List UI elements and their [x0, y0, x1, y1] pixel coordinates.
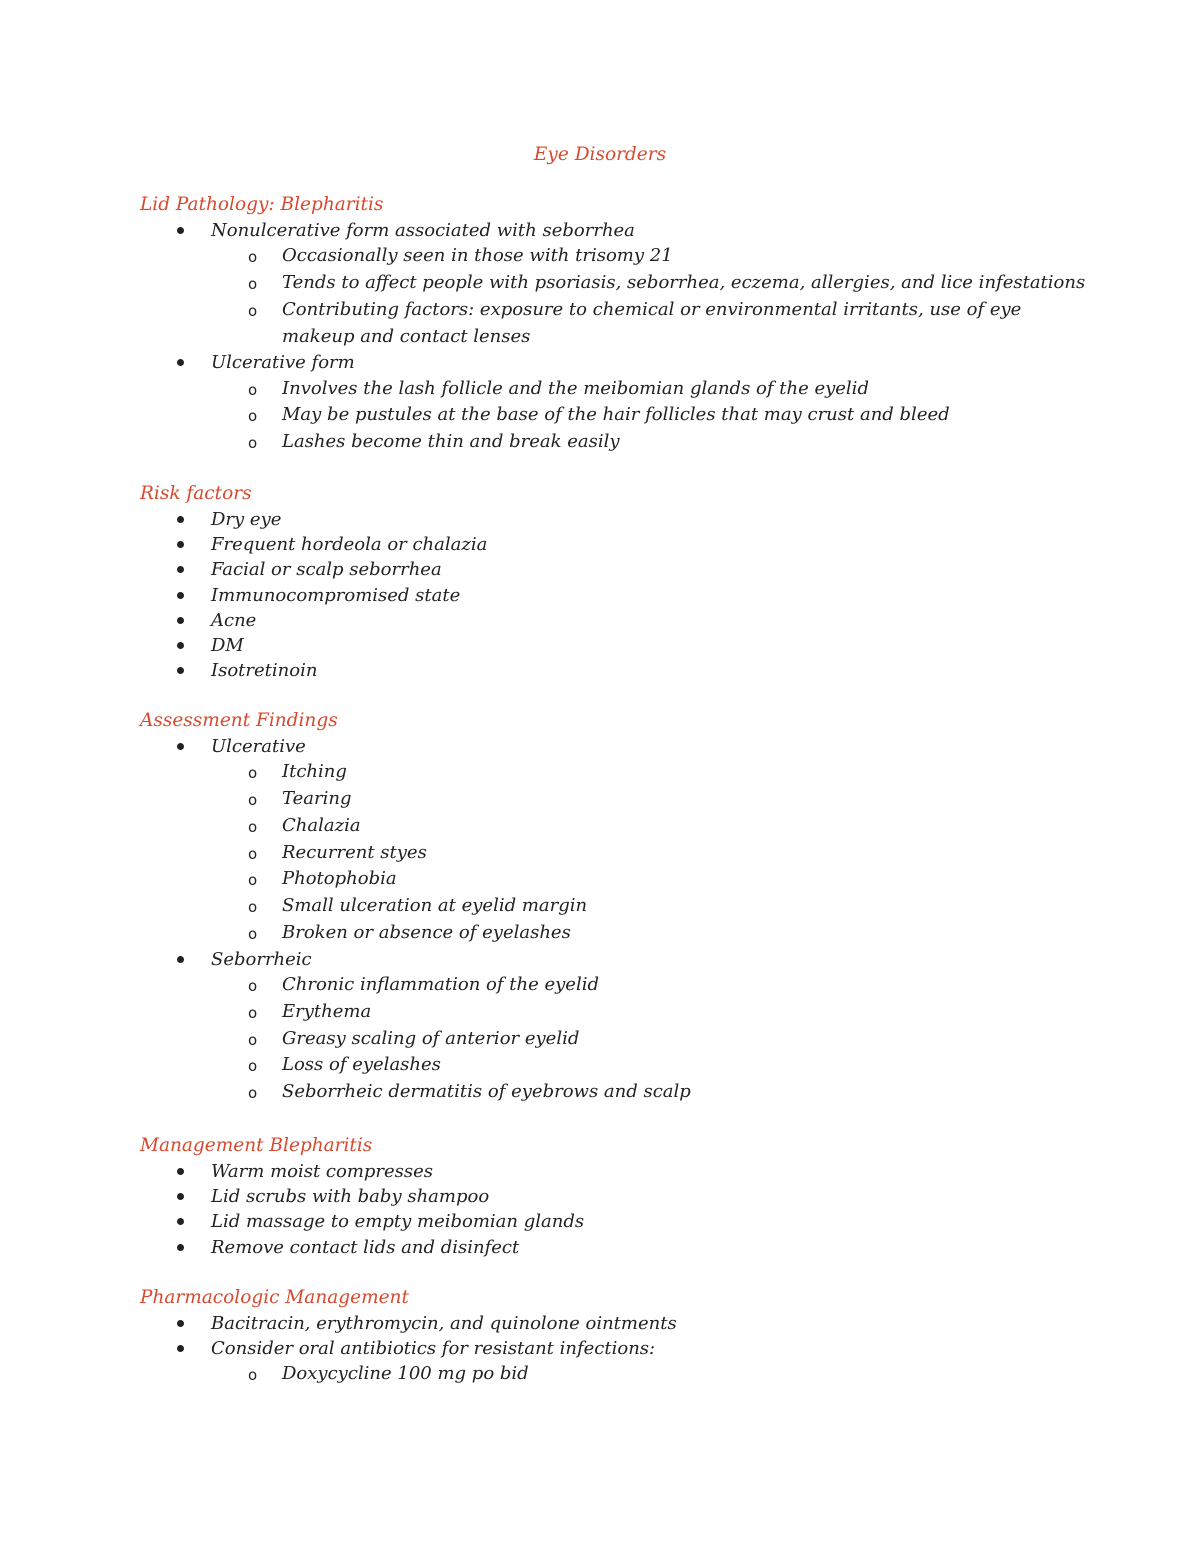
circle-bullet-icon: o	[248, 248, 258, 267]
list-item	[140, 1311, 1100, 1336]
sub-list-item-text: May be pustules at the base of the hair follicles that may crust and bleed	[282, 404, 950, 426]
list-item-text: Nonulcerative form associated with seborrhea	[211, 220, 635, 241]
document-title: Eye Disorders	[533, 144, 667, 165]
circle-bullet-icon: o	[248, 407, 258, 426]
circle-bullet-icon: o	[248, 380, 258, 399]
sub-list-item	[140, 759, 1100, 786]
circle-bullet-icon: o	[248, 1003, 258, 1022]
list-item	[140, 350, 1100, 456]
sub-list	[211, 1361, 1100, 1388]
sub-list-item	[140, 786, 1100, 813]
bullet-icon	[177, 956, 184, 963]
list-item-text: Lid massage to empty meibomian glands	[211, 1211, 585, 1233]
sub-list-item	[140, 376, 1100, 403]
bullet-icon	[177, 743, 184, 750]
sub-list-item	[140, 1079, 1100, 1106]
list-item-text: Immunocompromised state	[211, 584, 461, 606]
list-item-text: Facial or scalp seborrhea	[211, 559, 442, 581]
sub-list-item-text: Recurrent styes	[282, 841, 427, 863]
sub-list-item	[140, 999, 1100, 1026]
sub-list-item	[140, 866, 1100, 893]
list-item	[140, 1336, 1100, 1388]
bullet-list	[140, 218, 1100, 456]
sub-list-item-text: Loss of eyelashes	[282, 1054, 441, 1076]
list-item	[140, 1159, 1100, 1184]
sub-list-item	[140, 402, 1100, 429]
sub-list-item-text: Seborrheic dermatitis of eyebrows and scalp	[282, 1081, 691, 1103]
circle-bullet-icon: o	[248, 871, 258, 890]
bullet-icon	[177, 667, 184, 674]
sub-list-item-text: Small ulceration at eyelid margin	[282, 895, 588, 917]
sub-list-item	[140, 429, 1100, 456]
section-heading: Lid Pathology: Blepharitis	[140, 194, 384, 215]
section-heading: Management Blepharitis	[140, 1135, 373, 1156]
sub-list-item	[140, 840, 1100, 867]
circle-bullet-icon: o	[248, 1366, 258, 1385]
sub-list-item	[140, 270, 1100, 297]
list-item-text: Lid scrubs with baby shampoo	[211, 1186, 490, 1208]
list-item-text: Ulcerative	[211, 736, 306, 757]
sub-list-item-text: Broken or absence of eyelashes	[282, 921, 571, 943]
section-assessment-findings	[140, 708, 1100, 1106]
circle-bullet-icon: o	[248, 275, 258, 293]
list-item	[140, 557, 1100, 582]
section-heading: Risk factors	[140, 483, 252, 504]
bullet-list	[140, 1159, 1100, 1260]
sub-list-item-text: Tearing	[282, 788, 352, 809]
section-heading: Assessment Findings	[140, 710, 338, 731]
circle-bullet-icon: o	[248, 924, 258, 943]
circle-bullet-icon: o	[248, 898, 258, 917]
list-item-text: Frequent hordeola or chalazia	[211, 534, 488, 556]
list-item	[140, 658, 1100, 683]
sub-list-item-text: Doxycycline 100 mg po bid	[282, 1363, 529, 1385]
list-item-text: Consider oral antibiotics for resistant infections:	[211, 1338, 656, 1360]
list-item-text: Isotretinoin	[211, 660, 318, 682]
bullet-icon	[177, 592, 184, 599]
bullet-icon	[177, 566, 184, 573]
circle-bullet-icon: o	[248, 817, 258, 836]
bullet-icon	[177, 541, 184, 548]
sub-list-item-text: Itching	[282, 761, 347, 783]
list-item-text: Remove contact lids and disinfect	[211, 1236, 520, 1258]
sub-list	[211, 759, 1100, 947]
bullet-icon	[177, 227, 184, 234]
sub-list-item	[140, 893, 1100, 920]
section-management-blepharitis	[140, 1133, 1100, 1260]
bullet-icon	[177, 1345, 184, 1352]
bullet-icon	[177, 516, 184, 523]
list-item-text: Warm moist compresses	[211, 1161, 434, 1182]
sub-list-item	[140, 297, 1100, 351]
section-risk-factors	[140, 481, 1100, 683]
sub-list-item	[140, 813, 1100, 840]
sub-list-item	[140, 1052, 1100, 1079]
circle-bullet-icon: o	[248, 1084, 258, 1103]
circle-bullet-icon: o	[248, 844, 258, 863]
sub-list	[211, 972, 1100, 1106]
bullet-icon	[177, 1244, 184, 1251]
list-item	[140, 507, 1100, 532]
bullet-list	[140, 507, 1100, 683]
circle-bullet-icon: o	[248, 1030, 258, 1049]
sub-list-item-text: Erythema	[282, 1000, 372, 1022]
section-heading: Pharmacologic Management	[140, 1287, 409, 1308]
bullet-icon	[177, 617, 184, 624]
sub-list-item-text: Involves the lash follicle and the meibomian glands of the eyelid	[282, 377, 869, 399]
circle-bullet-icon: o	[248, 1057, 258, 1076]
bullet-list	[140, 1311, 1100, 1388]
list-item	[140, 734, 1100, 947]
circle-bullet-icon: o	[248, 434, 258, 453]
sub-list-item-text: Chalazia	[282, 814, 361, 836]
sub-list-item	[140, 1361, 1100, 1388]
list-item	[140, 1184, 1100, 1209]
sub-list-item-text: Chronic inflammation of the eyelid	[282, 973, 599, 995]
circle-bullet-icon: o	[248, 764, 258, 783]
sub-list-item	[140, 920, 1100, 947]
bullet-icon	[177, 1218, 184, 1225]
list-item	[140, 1235, 1100, 1260]
list-item	[140, 608, 1100, 633]
bullet-icon	[177, 1168, 184, 1175]
sub-list-item-text: Photophobia	[282, 868, 397, 890]
list-item	[140, 532, 1100, 557]
list-item-text: Acne	[211, 609, 257, 631]
sub-list-item-text: Occasionally seen in those with trisomy 21	[282, 245, 673, 267]
sub-list-item-text: Lashes become thin and break easily	[282, 431, 620, 453]
list-item-text: Ulcerative form	[211, 352, 355, 374]
sub-list-item	[140, 243, 1100, 270]
list-item	[140, 583, 1100, 608]
bullet-list	[140, 734, 1100, 1106]
list-item	[140, 1209, 1100, 1234]
list-item-text: DM	[211, 635, 244, 657]
bullet-icon	[177, 1320, 184, 1327]
list-item	[140, 218, 1100, 350]
list-item-text: Bacitracin, erythromycin, and quinolone ointments	[211, 1313, 677, 1334]
list-item	[140, 947, 1100, 1106]
bullet-icon	[177, 1193, 184, 1200]
list-item	[140, 633, 1100, 658]
list-item-text: Seborrheic	[211, 948, 312, 970]
bullet-icon	[177, 359, 184, 366]
section-pharmacologic-management	[140, 1285, 1100, 1388]
sub-list-item-text: Contributing factors: exposure to chemical or environmental irritants, use of eye makeup and contact lenses	[282, 298, 1022, 347]
circle-bullet-icon: o	[248, 976, 258, 995]
section-lid-pathology	[140, 192, 1100, 456]
list-item-text: Dry eye	[211, 509, 282, 530]
circle-bullet-icon: o	[248, 301, 258, 320]
sub-list-item	[140, 1026, 1100, 1053]
sub-list-item-text: Tends to affect people with psoriasis, seborrhea, eczema, allergies, and lice infestations	[282, 272, 1086, 293]
sub-list	[211, 243, 1100, 350]
sub-list	[211, 376, 1100, 456]
circle-bullet-icon: o	[248, 791, 258, 809]
sub-list-item-text: Greasy scaling of anterior eyelid	[282, 1027, 580, 1049]
bullet-icon	[177, 642, 184, 649]
sub-list-item	[140, 972, 1100, 999]
